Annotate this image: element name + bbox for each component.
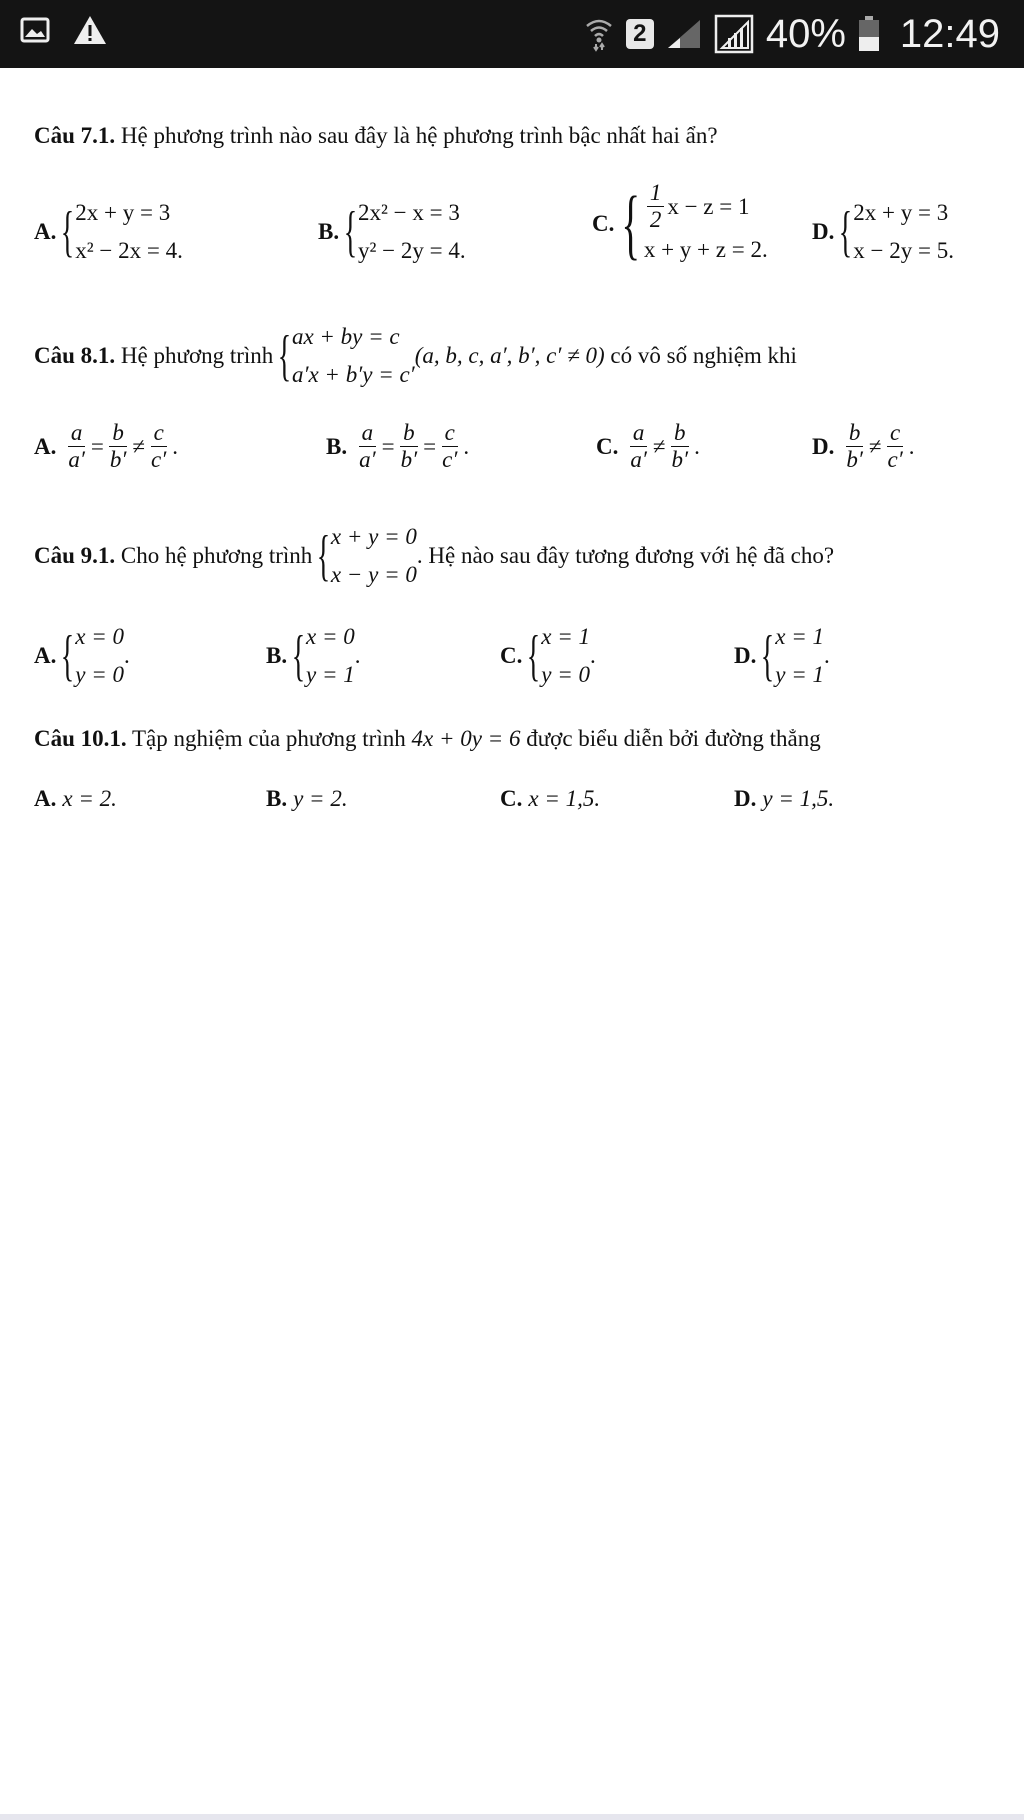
question-7-1 bbox=[34, 123, 718, 149]
operator: = bbox=[423, 433, 437, 459]
option-8-c[interactable] bbox=[596, 420, 700, 473]
equation: 4x + 0y = 6 bbox=[411, 726, 521, 751]
equation: x = 1 bbox=[775, 624, 824, 649]
fraction-denominator: a′ bbox=[630, 447, 647, 472]
option-label: C. bbox=[596, 433, 619, 459]
equation: y = 1 bbox=[775, 662, 824, 687]
question-label: Câu 10.1. bbox=[34, 726, 127, 751]
operator: ≠ bbox=[868, 433, 882, 459]
option-label: A. bbox=[34, 433, 57, 459]
sim-badge-number: 2 bbox=[633, 20, 647, 47]
battery-icon bbox=[858, 16, 880, 52]
fraction-denominator: c′ bbox=[442, 447, 458, 472]
option-10-c[interactable] bbox=[500, 786, 600, 812]
question-text: Tập nghiệm của phương trình bbox=[132, 726, 406, 751]
period: . bbox=[354, 643, 361, 668]
option-value: y = 2. bbox=[293, 786, 348, 811]
option-7-c[interactable]: C. { $\frac{1}{2}$ x − z = 1 x + y + z = 2. bbox=[592, 179, 768, 267]
option-label: D. bbox=[812, 433, 835, 459]
fraction-numerator: b bbox=[671, 420, 689, 447]
question-label: Câu 8.1. bbox=[34, 343, 116, 368]
option-7-b[interactable]: B. { 2x² − x = 3 y² − 2y = 4. bbox=[318, 194, 466, 270]
option-label: B. bbox=[318, 219, 340, 244]
fraction-numerator: c bbox=[887, 420, 903, 447]
equation: x − y = 0 bbox=[330, 562, 417, 587]
equation: x + y + z = 2. bbox=[643, 237, 768, 262]
option-label: A. bbox=[34, 643, 57, 668]
period: . bbox=[172, 433, 179, 459]
question-text: Hệ phương trình nào sau đây là hệ phương trình bậc nhất hai ẩn? bbox=[120, 123, 718, 148]
condition: (a, b, c, a′, b′, c′ ≠ 0) bbox=[414, 343, 605, 368]
option-8-d[interactable] bbox=[812, 420, 915, 473]
fraction-denominator: a′ bbox=[359, 447, 376, 472]
period: . bbox=[124, 643, 130, 668]
battery-percent: 40% bbox=[765, 12, 846, 56]
equation: 2x + y = 3 bbox=[853, 200, 949, 225]
option-label: C. bbox=[500, 786, 523, 811]
period: . bbox=[694, 433, 700, 459]
equation: x = 0 bbox=[75, 624, 124, 649]
option-label: C. bbox=[500, 643, 523, 668]
fraction-numerator: a bbox=[359, 420, 377, 447]
operator: ≠ bbox=[132, 433, 146, 459]
fraction-numerator: a bbox=[68, 420, 86, 447]
option-value: x = 2. bbox=[62, 786, 117, 811]
operator: = bbox=[381, 433, 395, 459]
wifi-icon bbox=[584, 16, 614, 52]
fraction-denominator: b′ bbox=[846, 447, 863, 472]
option-value: y = 1,5. bbox=[762, 786, 835, 811]
fraction-denominator: b′ bbox=[400, 447, 418, 472]
question-text: Hệ phương trình bbox=[120, 343, 274, 368]
equation: 2x² − x = 3 bbox=[357, 200, 460, 225]
option-label: B. bbox=[266, 786, 288, 811]
fraction-denominator: a′ bbox=[68, 447, 85, 472]
signal-icon bbox=[666, 18, 702, 50]
clock: 12:49 bbox=[899, 12, 1000, 56]
equation: y² − 2y = 4. bbox=[357, 238, 466, 263]
period: . bbox=[463, 433, 470, 459]
fraction-numerator: 1 bbox=[647, 180, 665, 207]
equation: x = 1 bbox=[541, 624, 590, 649]
fraction-numerator: b bbox=[400, 420, 418, 447]
warning-icon bbox=[72, 14, 108, 46]
question-9-1: Câu 9.1. Cho hệ phương trình { x + y = 0 x − y = 0 . Hệ nào sau đây tương đương với hệ đã cho? bbox=[34, 518, 834, 594]
fraction-numerator: a bbox=[630, 420, 648, 447]
question-text: Cho hệ phương trình bbox=[120, 543, 313, 568]
sim-badge-icon bbox=[626, 19, 654, 49]
option-9-d[interactable]: D. { x = 1 y = 1 . bbox=[734, 618, 830, 694]
fraction-denominator: 2 bbox=[649, 207, 662, 232]
fraction-denominator: b′ bbox=[109, 447, 127, 472]
option-8-a[interactable] bbox=[34, 420, 178, 473]
option-label: D. bbox=[734, 786, 757, 811]
option-9-b[interactable]: B. { x = 0 y = 1 . bbox=[266, 618, 360, 694]
fraction-numerator: b bbox=[109, 420, 127, 447]
equation: x − 2y = 5. bbox=[853, 238, 954, 263]
option-10-b[interactable] bbox=[266, 786, 348, 812]
fraction-numerator: c bbox=[442, 420, 458, 447]
operator: ≠ bbox=[652, 433, 666, 459]
equation: a′x + b′y = c′ bbox=[291, 362, 415, 387]
option-9-a[interactable]: A. { x = 0 y = 0 . bbox=[34, 618, 130, 694]
option-label: D. bbox=[812, 219, 835, 244]
equation: y = 1 bbox=[305, 662, 355, 687]
equation: y = 0 bbox=[541, 662, 590, 687]
period: . bbox=[824, 643, 830, 668]
option-8-b[interactable] bbox=[326, 420, 469, 473]
option-label: C. bbox=[592, 210, 615, 236]
question-text: được biểu diễn bởi đường thẳng bbox=[526, 726, 821, 751]
equation: x² − 2x = 4. bbox=[75, 238, 183, 263]
option-label: A. bbox=[34, 219, 57, 244]
equation: x = 0 bbox=[305, 624, 355, 649]
question-text: có vô số nghiệm khi bbox=[610, 343, 797, 368]
equation: y = 0 bbox=[75, 662, 124, 687]
option-7-a[interactable]: A. { 2x + y = 3 x² − 2x = 4. bbox=[34, 194, 183, 270]
bottom-edge bbox=[0, 1814, 1024, 1820]
option-label: D. bbox=[734, 643, 757, 668]
question-10-1 bbox=[34, 726, 821, 752]
option-9-c[interactable]: C. { x = 1 y = 0 . bbox=[500, 618, 596, 694]
signal-box-icon bbox=[714, 14, 754, 54]
operator: = bbox=[90, 433, 104, 459]
equation: 2x + y = 3 bbox=[75, 200, 171, 225]
option-label: B. bbox=[266, 643, 288, 668]
equation: x + y = 0 bbox=[330, 524, 417, 549]
period: . bbox=[590, 643, 596, 668]
option-label: A. bbox=[34, 786, 57, 811]
fraction-numerator: c bbox=[151, 420, 167, 447]
question-8-1: Câu 8.1. Hệ phương trình { ax + by = c a′x + b′y = c′ (a, b, c, a′, b′, c′ ≠ 0) có vô số nghiệm khi bbox=[34, 318, 797, 394]
option-value: x = 1,5. bbox=[528, 786, 601, 811]
equation: x − z = 1 bbox=[667, 193, 750, 219]
question-label: Câu 7.1. bbox=[34, 123, 116, 148]
question-text: . Hệ nào sau đây tương đương với hệ đã cho? bbox=[416, 543, 835, 568]
fraction-numerator: b bbox=[846, 420, 864, 447]
fraction-denominator: c′ bbox=[151, 447, 167, 472]
option-10-a[interactable] bbox=[34, 786, 117, 812]
fraction-denominator: c′ bbox=[887, 447, 903, 472]
period: . bbox=[908, 433, 915, 459]
option-10-d[interactable] bbox=[734, 786, 834, 812]
question-label: Câu 9.1. bbox=[34, 543, 116, 568]
status-bar bbox=[0, 0, 1024, 68]
option-label: B. bbox=[326, 433, 348, 459]
fraction-denominator: b′ bbox=[671, 447, 689, 472]
gallery-icon bbox=[20, 17, 50, 43]
equation: ax + by = c bbox=[291, 324, 400, 349]
option-7-d[interactable]: D. { 2x + y = 3 x − 2y = 5. bbox=[812, 194, 954, 270]
